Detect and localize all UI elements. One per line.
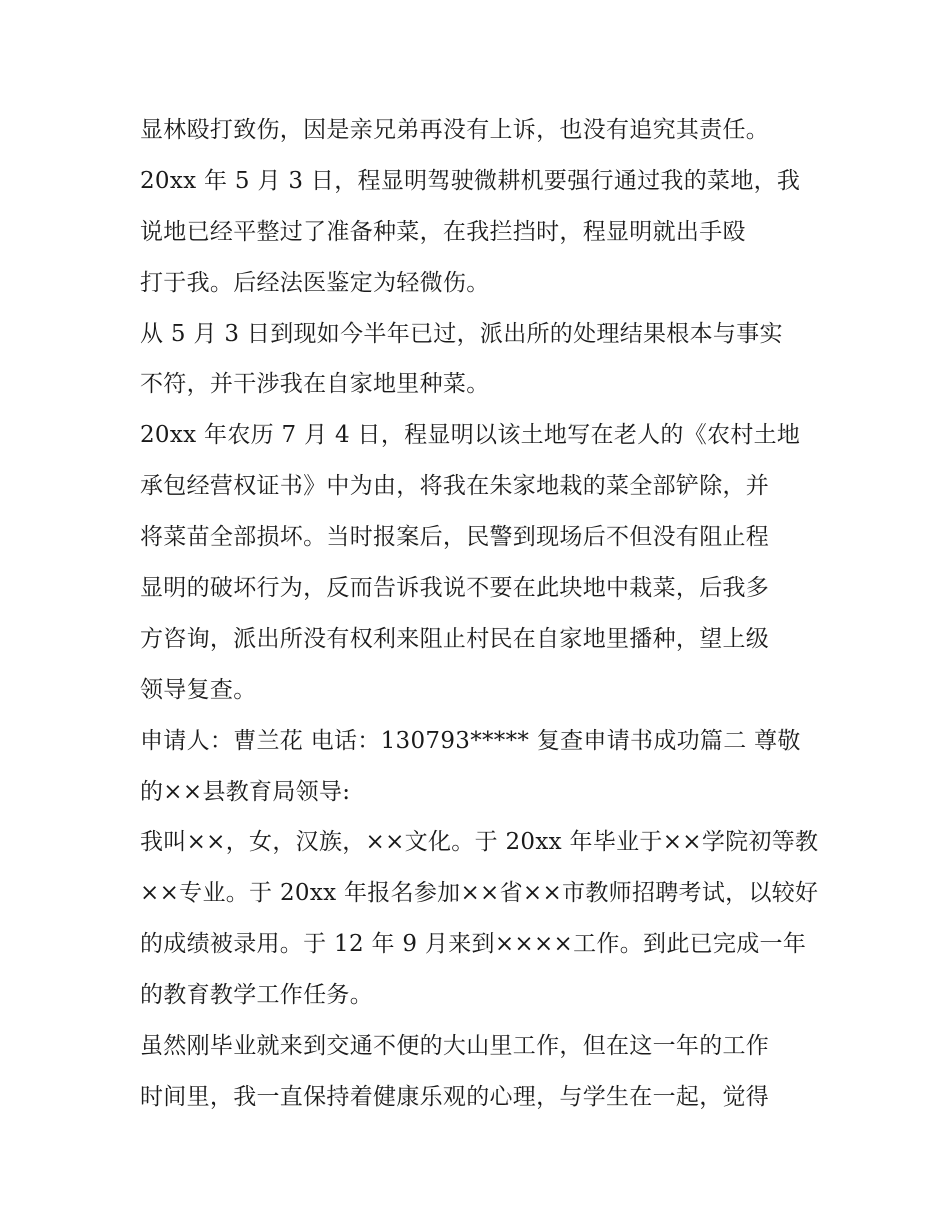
text-line: 显林殴打致伤，因是亲兄弟再没有上诉，也没有追究其责任。 [140,117,770,143]
text-line: 时间里，我一直保持着健康乐观的心理，与学生在一起，觉得 [140,1083,770,1110]
text-line: 的成绩被录用。于 12 年 9 月来到××××工作。到此已完成一年 [140,931,807,958]
text-line: 申请人：曹兰花 电话：130793***** 复查申请书成功篇二 尊敬 [140,727,801,754]
document-body [140,105,820,1123]
text-line: 我叫××，女，汉族，××文化。于 20xx 年毕业于××学院初等教 [140,829,819,856]
text-line: 将菜苗全部损坏。当时报案后，民警到现场后不但没有阻止程 [140,524,770,551]
text-line: 20xx 年 5 月 3 日，程显明驾驶微耕机要强行通过我的菜地，我 [140,167,801,194]
text-line: 方咨询，派出所没有权利来阻止村民在自家地里播种，望上级 [140,625,770,652]
text-line: 从 5 月 3 日到现如今半年已过，派出所的处理结果根本与事实 [140,320,783,347]
text-line: 说地已经平整过了准备种菜，在我拦挡时，程显明就出手殴 [140,218,746,245]
text-line: 领导复查。 [140,676,257,703]
text-line: 承包经营权证书》中为由，将我在朱家地栽的菜全部铲除，并 [140,473,770,500]
text-line: 不符，并干涉我在自家地里种菜。 [140,371,490,398]
text-line: 的××县教育局领导: [140,778,351,805]
text-line: 的教育教学工作任务。 [140,982,373,1009]
text-line: 显明的破坏行为，反而告诉我说不要在此块地中栽菜，后我多 [140,575,770,602]
text-line: 虽然刚毕业就来到交通不便的大山里工作，但在这一年的工作 [140,1033,770,1060]
text-line: 打于我。后经法医鉴定为轻微伤。 [140,269,490,296]
text-line: ××专业。于 20xx 年报名参加××省××市教师招聘考试，以较好 [140,880,819,907]
text-line: 20xx 年农历 7 月 4 日，程显明以该土地写在老人的《农村土地 [140,422,801,449]
